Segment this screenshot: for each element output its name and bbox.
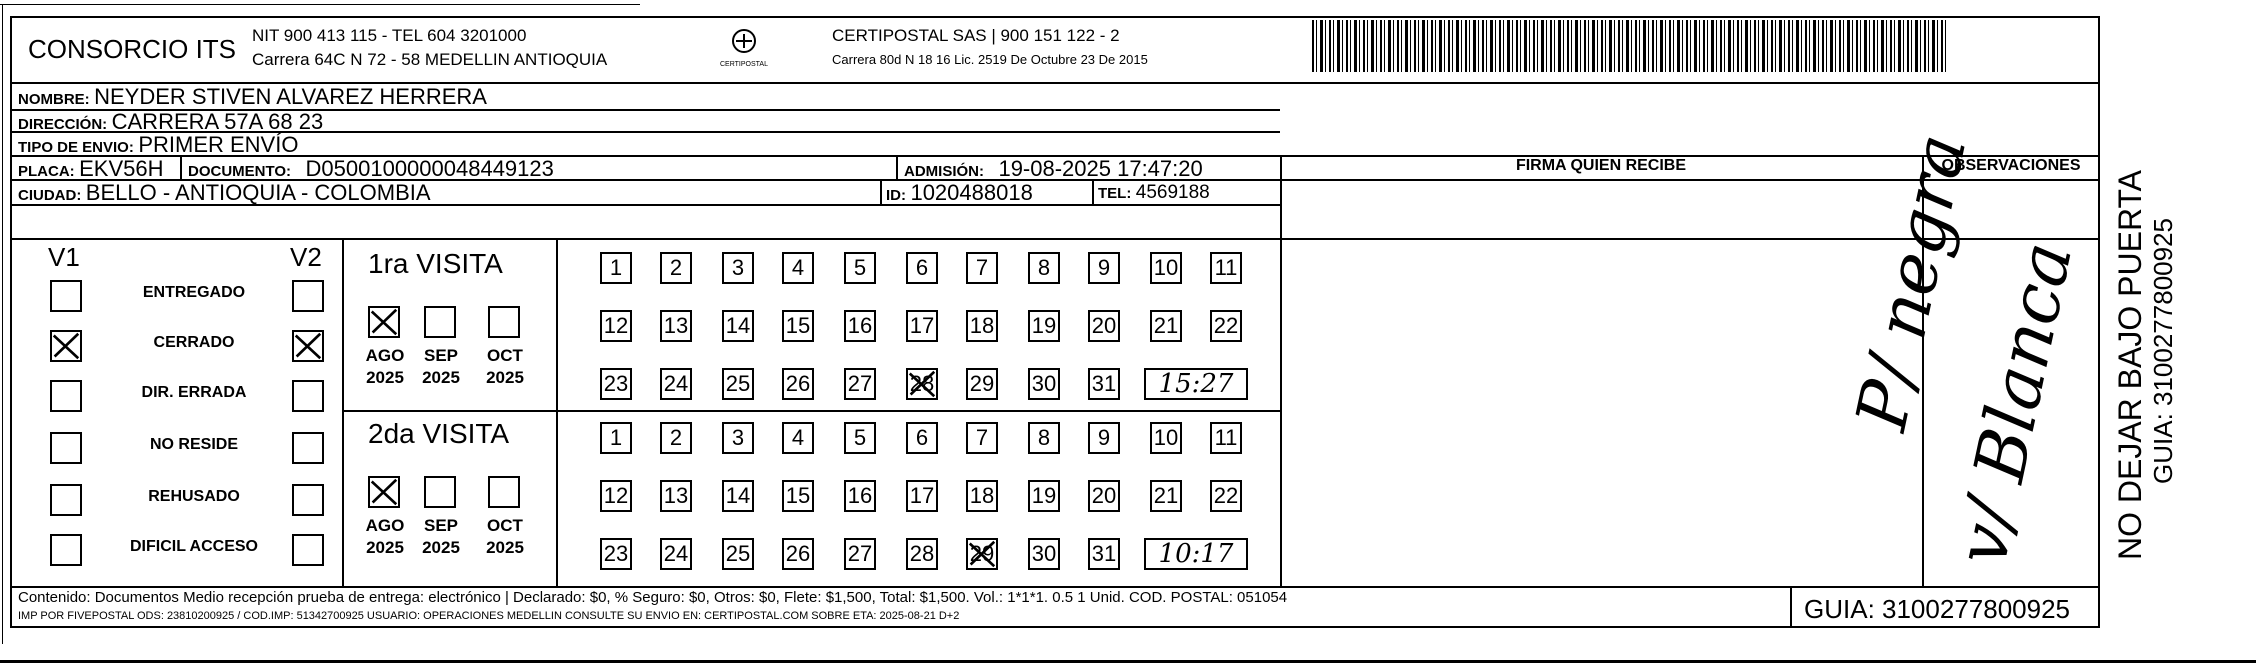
day-box[interactable]: 11	[1210, 252, 1242, 284]
day-box[interactable]: 9	[1088, 252, 1120, 284]
day-box[interactable]: 3	[722, 422, 754, 454]
logo-text: CERTIPOSTAL	[720, 61, 768, 68]
ciudad-field	[18, 180, 431, 206]
x-mark-icon	[908, 370, 936, 398]
day-box[interactable]: 28	[906, 368, 938, 400]
month-checkbox[interactable]	[368, 476, 400, 508]
day-box[interactable]: 1	[600, 422, 632, 454]
v2-checkbox[interactable]	[292, 380, 324, 412]
day-box[interactable]: 8	[1028, 422, 1060, 454]
day-box[interactable]: 16	[844, 480, 876, 512]
v2-checkbox[interactable]	[292, 432, 324, 464]
day-box[interactable]: 7	[966, 252, 998, 284]
month-year: 2025	[422, 538, 460, 557]
tipo-value: PRIMER ENVÍO	[138, 132, 299, 157]
day-box[interactable]: 29	[966, 368, 998, 400]
month-year: 2025	[486, 368, 524, 387]
day-box[interactable]: 15	[782, 310, 814, 342]
day-box[interactable]: 20	[1088, 310, 1120, 342]
day-box[interactable]: 6	[906, 422, 938, 454]
company-name: CONSORCIO ITS	[28, 34, 237, 64]
barcode	[1312, 20, 1948, 72]
ciudad-label: CIUDAD:	[18, 187, 82, 204]
day-box[interactable]: 29	[966, 538, 998, 570]
observation-handwriting-2: v/ Blanca	[1940, 235, 2089, 573]
day-box[interactable]: 6	[906, 252, 938, 284]
day-box[interactable]: 31	[1088, 368, 1120, 400]
nombre-field	[18, 84, 487, 110]
no-dejar-text: NO DEJAR BAJO PUERTA	[2112, 170, 2148, 560]
month-year: 2025	[366, 368, 404, 387]
v2-checkbox[interactable]	[292, 534, 324, 566]
v2-checkbox[interactable]	[292, 484, 324, 516]
v1-label: V1	[48, 242, 80, 272]
day-box[interactable]: 16	[844, 310, 876, 342]
day-box[interactable]: 21	[1150, 310, 1182, 342]
day-box[interactable]: 3	[722, 252, 754, 284]
placa-label: PLACA:	[18, 163, 75, 180]
day-box[interactable]: 22	[1210, 480, 1242, 512]
footer-line1: Contenido: Documentos Medio recepción prueba de entrega: electrónico | Declarado: $0, % Seguro: $0, Otros: $0, Flete: $1,500, Total: $1,500. Vol.: 1*1*1. 0.5 1 Unid. COD. POSTAL: 051054	[18, 589, 1288, 606]
nombre-label: NOMBRE:	[18, 91, 90, 108]
x-mark-icon	[370, 308, 398, 336]
status-label: NO RESIDE	[149, 436, 238, 453]
footer-guia: GUIA: 3100277800925	[1804, 594, 2070, 624]
documento-label: DOCUMENTO:	[188, 163, 292, 180]
logo-icon	[724, 28, 764, 56]
status-label: DIFICIL ACCESO	[129, 538, 258, 555]
day-box[interactable]: 18	[966, 480, 998, 512]
carrier-address: Carrera 80d N 18 16 Lic. 2519 De Octubre 23 De 2015	[832, 52, 1148, 67]
day-box[interactable]: 30	[1028, 538, 1060, 570]
v2-checkbox[interactable]	[292, 330, 324, 362]
day-box[interactable]: 27	[844, 538, 876, 570]
day-box[interactable]: 9	[1088, 422, 1120, 454]
day-box[interactable]: 18	[966, 310, 998, 342]
day-box[interactable]: 2	[660, 252, 692, 284]
month-year: 2025	[366, 538, 404, 557]
day-box[interactable]: 28	[906, 538, 938, 570]
day-box[interactable]: 23	[600, 538, 632, 570]
day-box[interactable]: 19	[1028, 310, 1060, 342]
direccion-value: CARRERA 57A 68 23	[111, 109, 324, 134]
ciudad-value: BELLO - ANTIOQUIA - COLOMBIA	[85, 180, 431, 205]
day-box[interactable]: 24	[660, 368, 692, 400]
nombre-value: NEYDER STIVEN ALVAREZ HERRERA	[94, 84, 487, 109]
day-box[interactable]: 24	[660, 538, 692, 570]
day-box[interactable]: 2	[660, 422, 692, 454]
documento-value: D0500100000048449123	[305, 156, 554, 181]
day-box[interactable]: 13	[660, 310, 692, 342]
day-box[interactable]: 11	[1210, 422, 1242, 454]
tel-field	[1098, 182, 1210, 204]
visit1-title: 1ra VISITA	[368, 248, 503, 279]
day-box[interactable]: 23	[600, 368, 632, 400]
admision-label: ADMISIÓN:	[904, 163, 984, 180]
x-mark-icon	[52, 332, 80, 360]
day-box[interactable]: 5	[844, 252, 876, 284]
day-box[interactable]: 12	[600, 480, 632, 512]
day-box[interactable]: 17	[906, 310, 938, 342]
day-box[interactable]: 1	[600, 252, 632, 284]
day-box[interactable]: 5	[844, 422, 876, 454]
status-label: DIR. ERRADA	[141, 384, 247, 401]
company-address: Carrera 64C N 72 - 58 MEDELLIN ANTIOQUIA	[252, 50, 608, 69]
carrier-line: CERTIPOSTAL SAS | 900 151 122 - 2	[832, 26, 1120, 45]
day-box[interactable]: 19	[1028, 480, 1060, 512]
day-box[interactable]: 26	[782, 368, 814, 400]
v1-checkbox[interactable]	[50, 280, 82, 312]
status-label: CERRADO	[153, 334, 235, 351]
v2-label: V2	[290, 242, 322, 272]
month-label: OCT	[487, 516, 523, 535]
status-label: REHUSADO	[148, 488, 240, 505]
day-box[interactable]: 25	[722, 368, 754, 400]
placa-field	[18, 156, 164, 182]
day-box[interactable]: 26	[782, 538, 814, 570]
month-checkbox[interactable]	[488, 476, 520, 508]
id-field	[886, 180, 1033, 206]
placa-value: EKV56H	[79, 156, 164, 181]
x-mark-icon	[294, 332, 322, 360]
x-mark-icon	[370, 478, 398, 506]
day-box[interactable]: 14	[722, 310, 754, 342]
month-checkbox[interactable]	[488, 306, 520, 338]
v1-checkbox[interactable]	[50, 380, 82, 412]
day-box[interactable]: 21	[1150, 480, 1182, 512]
day-box[interactable]: 30	[1028, 368, 1060, 400]
id-value: 1020488018	[910, 180, 1033, 205]
month-year: 2025	[486, 538, 524, 557]
tipo-field	[18, 132, 298, 158]
v1-checkbox[interactable]	[50, 534, 82, 566]
month-label: AGO	[365, 516, 405, 535]
tel-value: 4569188	[1135, 182, 1210, 203]
month-label: AGO	[365, 346, 405, 365]
day-box[interactable]: 4	[782, 252, 814, 284]
admision-value: 19-08-2025 17:47:20	[998, 156, 1203, 181]
day-box[interactable]: 13	[660, 480, 692, 512]
time-box	[1144, 368, 1248, 400]
day-box[interactable]: 10	[1150, 252, 1182, 284]
day-box[interactable]: 22	[1210, 310, 1242, 342]
day-box[interactable]: 27	[844, 368, 876, 400]
day-box[interactable]: 20	[1088, 480, 1120, 512]
status-label: ENTREGADO	[142, 284, 246, 301]
month-checkbox[interactable]	[424, 476, 456, 508]
day-box[interactable]: 15	[782, 480, 814, 512]
x-mark-icon	[968, 540, 996, 568]
handwritten-time: 15:27	[1158, 369, 1234, 399]
documento-field	[188, 156, 554, 182]
direccion-label: DIRECCIÓN:	[18, 116, 108, 133]
side-guia-text: GUIA: 3100277800925	[2148, 218, 2178, 484]
day-box[interactable]: 14	[722, 480, 754, 512]
footer-line2: IMP POR FIVEPOSTAL ODS: 23810200925 / COD.IMP: 51342700925 USUARIO: OPERACIONES MEDELLIN CONSULTE SU ENVIO EN: CERTIPOSTAL.COM SOBRE ETA: 2025-08-21 D+2	[18, 610, 960, 622]
company-nit: NIT 900 413 115 - TEL 604 3201000	[252, 26, 527, 45]
certipostal-logo	[712, 28, 776, 72]
v2-checkbox[interactable]	[292, 280, 324, 312]
day-box[interactable]: 12	[600, 310, 632, 342]
month-label: SEP	[423, 346, 459, 365]
tipo-label: TIPO DE ENVIO:	[18, 139, 134, 156]
day-box[interactable]: 7	[966, 422, 998, 454]
day-box[interactable]: 4	[782, 422, 814, 454]
month-checkbox[interactable]	[424, 306, 456, 338]
id-label: ID:	[886, 187, 906, 204]
day-box[interactable]: 17	[906, 480, 938, 512]
observation-handwriting-1: P/ negra	[1840, 127, 1983, 438]
admision-field	[904, 156, 1203, 182]
tel-label: TEL:	[1098, 185, 1132, 202]
day-box[interactable]: 8	[1028, 252, 1060, 284]
month-year: 2025	[422, 368, 460, 387]
v1-checkbox[interactable]	[50, 432, 82, 464]
day-box[interactable]: 31	[1088, 538, 1120, 570]
day-box[interactable]: 25	[722, 538, 754, 570]
month-label: SEP	[423, 516, 459, 535]
v1-checkbox[interactable]	[50, 330, 82, 362]
handwritten-time: 10:17	[1158, 539, 1234, 569]
visit2-title: 2da VISITA	[368, 418, 510, 449]
day-box[interactable]: 10	[1150, 422, 1182, 454]
observaciones-label: OBSERVACIONES	[1941, 157, 2081, 174]
v1-checkbox[interactable]	[50, 484, 82, 516]
firma-label: FIRMA QUIEN RECIBE	[1515, 157, 1687, 174]
month-label: OCT	[487, 346, 523, 365]
time-box	[1144, 538, 1248, 570]
month-checkbox[interactable]	[368, 306, 400, 338]
